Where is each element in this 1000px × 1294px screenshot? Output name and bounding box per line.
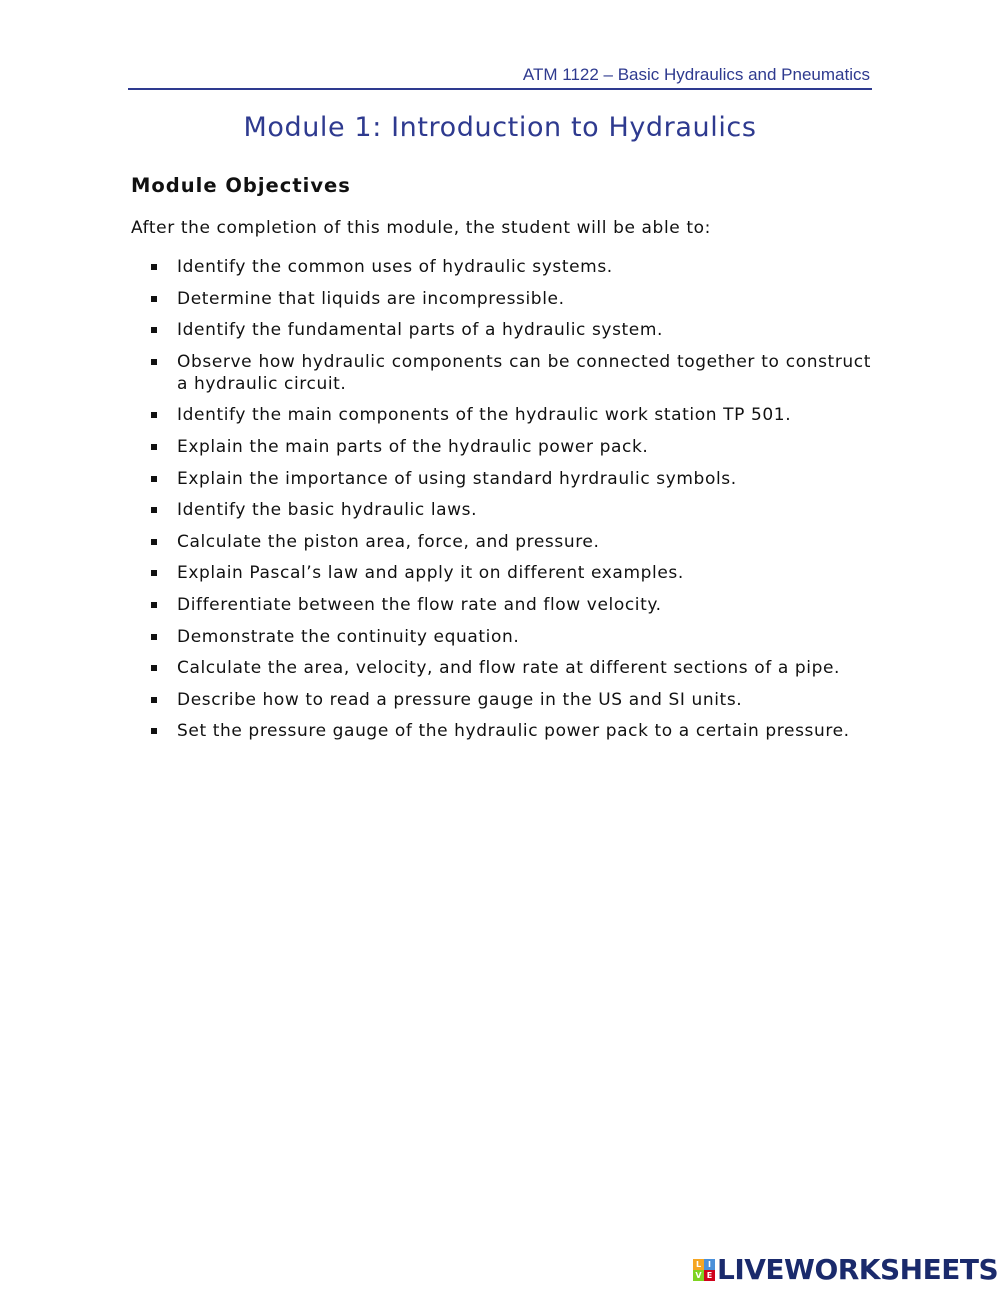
square-bullet-icon — [151, 327, 157, 333]
objective-text: Describe how to read a pressure gauge in the US and SI units. — [177, 689, 743, 710]
square-bullet-icon — [151, 412, 157, 418]
objective-item — [131, 436, 871, 458]
objective-item — [131, 720, 871, 742]
objective-text: Identify the basic hydraulic laws. — [177, 500, 478, 521]
objective-item — [131, 531, 871, 553]
liveworksheets-logo-icon — [693, 1259, 715, 1281]
objective-text: Identify the common uses of hydraulic systems. — [177, 257, 613, 277]
objective-text: Demonstrate the continuity equation. — [177, 626, 520, 647]
liveworksheets-watermark — [693, 1255, 998, 1285]
objective-item — [131, 256, 871, 278]
objectives-intro: After the completion of this module, the student will be able to: — [131, 218, 711, 238]
objective-text: Explain the importance of using standard hyrdraulic symbols. — [177, 468, 737, 489]
running-header — [128, 64, 872, 90]
objective-text: Calculate the piston area, force, and pressure. — [177, 531, 600, 552]
square-bullet-icon — [151, 697, 157, 703]
module-title: Module 1: Introduction to Hydraulics — [243, 112, 757, 143]
objective-text: Differentiate between the flow rate and flow velocity. — [177, 594, 662, 615]
liveworksheets-wordmark: LIVEWORKSHEETS — [717, 1253, 999, 1286]
objective-item — [131, 351, 871, 395]
logo-letter: L — [693, 1259, 704, 1270]
objectives-heading: Module Objectives — [131, 174, 351, 197]
square-bullet-icon — [151, 570, 157, 576]
objective-item — [131, 657, 871, 679]
objective-text: Set the pressure gauge of the hydraulic power pack to a certain pressure. — [177, 721, 850, 742]
running-header-title: ATM 1122 – Basic Hydraulics and Pneumatics — [522, 65, 870, 84]
square-bullet-icon — [151, 296, 157, 302]
logo-letter: E — [704, 1270, 715, 1281]
objective-item — [131, 319, 871, 341]
objective-item — [131, 288, 871, 310]
square-bullet-icon — [151, 507, 157, 513]
objective-text: Explain Pascal’s law and apply it on different examples. — [177, 563, 684, 584]
objective-item — [131, 689, 871, 711]
square-bullet-icon — [151, 665, 157, 671]
square-bullet-icon — [151, 728, 157, 734]
square-bullet-icon — [151, 539, 157, 545]
square-bullet-icon — [151, 602, 157, 608]
objective-text: Determine that liquids are incompressible. — [177, 288, 565, 309]
objective-item — [131, 404, 871, 426]
square-bullet-icon — [151, 359, 157, 365]
objective-item — [131, 626, 871, 648]
objectives-list — [131, 256, 871, 752]
objective-text: Identify the fundamental parts of a hydraulic system. — [177, 320, 664, 341]
objective-text: Observe how hydraulic components can be connected together to construct a hydraulic circuit. — [177, 351, 871, 394]
objective-item — [131, 562, 871, 584]
objective-item — [131, 594, 871, 616]
objective-text: Identify the main components of the hydraulic work station TP 501. — [177, 405, 792, 426]
objective-text: Explain the main parts of the hydraulic power pack. — [177, 436, 649, 457]
square-bullet-icon — [151, 264, 157, 270]
objective-text: Calculate the area, velocity, and flow rate at different sections of a pipe. — [177, 658, 841, 679]
objective-item — [131, 499, 871, 521]
square-bullet-icon — [151, 444, 157, 450]
logo-letter: V — [693, 1270, 704, 1281]
logo-letter: I — [704, 1259, 715, 1270]
square-bullet-icon — [151, 476, 157, 482]
square-bullet-icon — [151, 634, 157, 640]
objective-item — [131, 468, 871, 490]
